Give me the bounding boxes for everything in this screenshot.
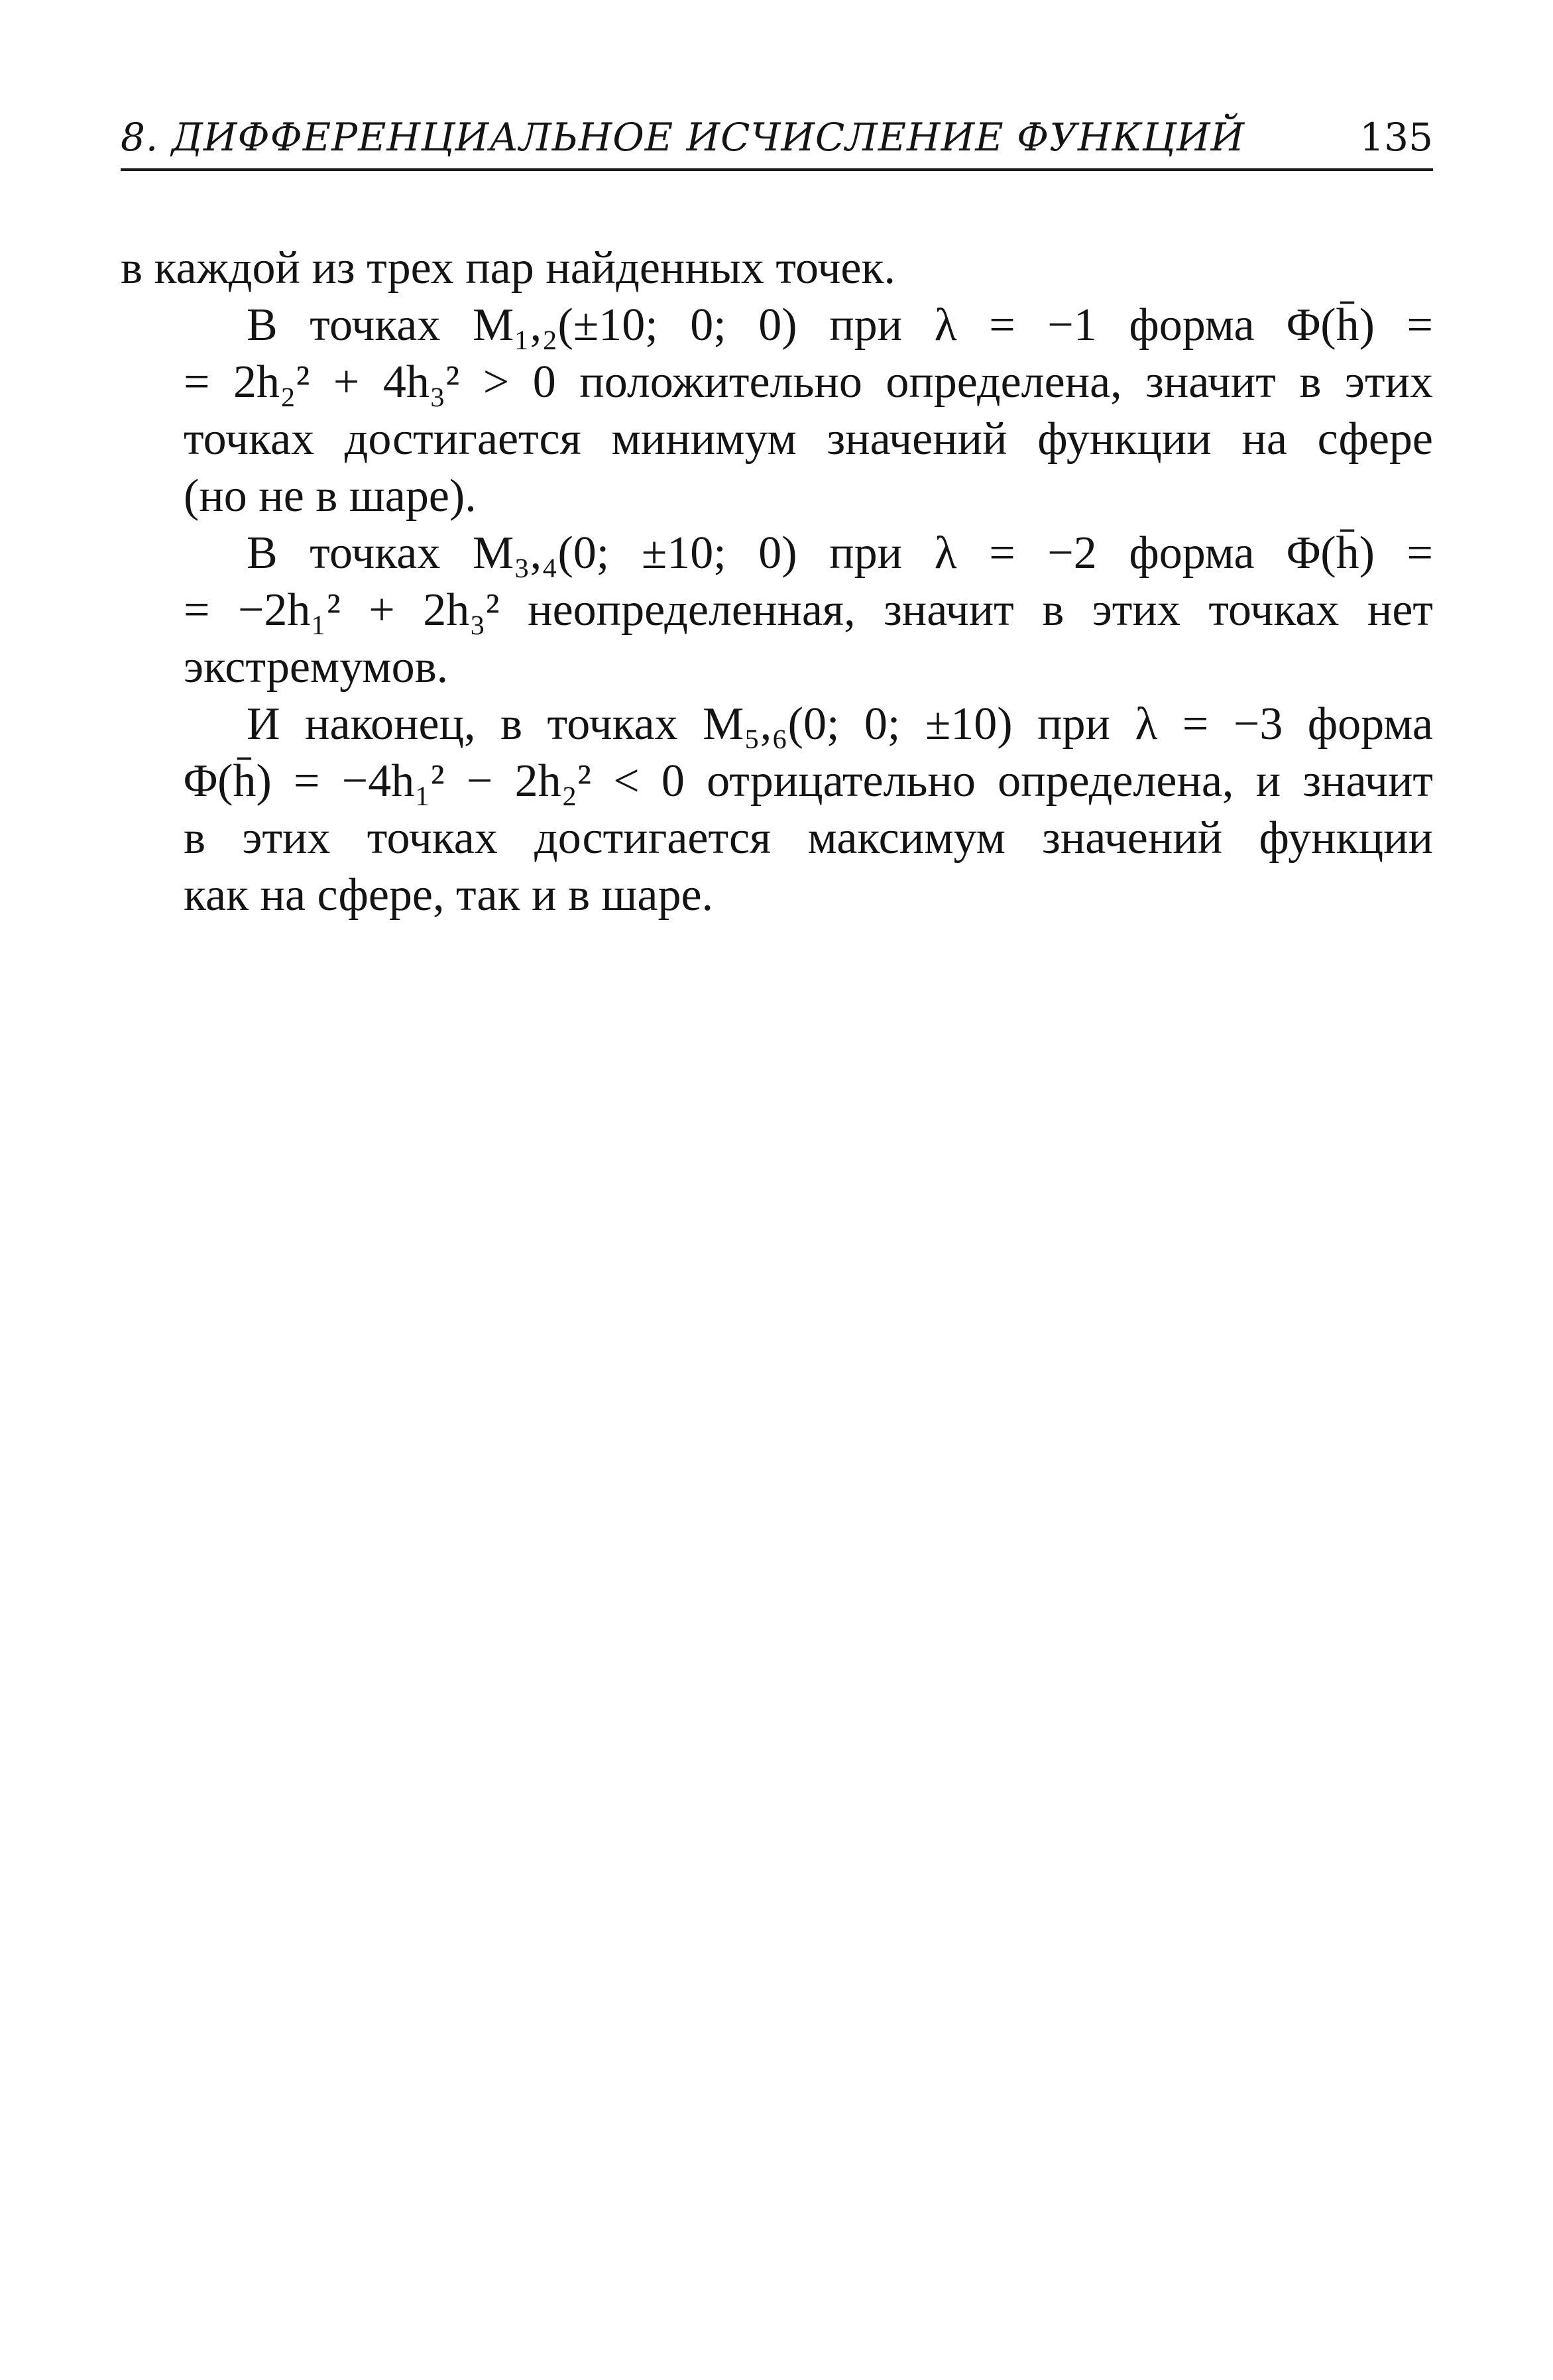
running-header <box>121 114 1433 167</box>
text-line: в каждой из трех пар найденных точек. <box>121 243 896 294</box>
chapter-title: 8. ДИФФЕРЕНЦИАЛЬНОЕ ИСЧИСЛЕНИЕ ФУНКЦИЙ <box>121 115 1245 160</box>
text-line: (но не в шаре). <box>184 471 477 522</box>
paragraph-2 <box>121 297 1433 525</box>
body-text <box>121 240 1433 924</box>
header-rule <box>121 168 1433 171</box>
text-line: экстремумов. <box>184 642 449 693</box>
paragraph-4 <box>121 696 1433 924</box>
text-line: В точках M₁,₂(±10; 0; 0) при λ = −1 форма Φ(h̄) = <box>247 300 1433 351</box>
text-line: Φ(h̄) = −4h₁² − 2h₂² < 0 отрицательно определена, и значит <box>184 756 1433 807</box>
text-line: в этих точках достигается максимум значений функции <box>184 813 1433 864</box>
text-line: точках достигается минимум значений функции на сфере <box>184 414 1433 465</box>
page-number: 135 <box>1359 115 1433 160</box>
text-line: как на сфере, так и в шаре. <box>184 870 714 921</box>
paragraph-1 <box>121 240 1433 297</box>
text-line: В точках M₃,₄(0; ±10; 0) при λ = −2 форма Φ(h̄) = <box>247 528 1433 579</box>
text-line: = 2h₂² + 4h₃² > 0 положительно определена, значит в этих <box>184 357 1433 408</box>
text-line: И наконец, в точках M₅,₆(0; 0; ±10) при λ = −3 форма <box>247 699 1433 750</box>
paragraph-3 <box>121 525 1433 696</box>
text-line: = −2h₁² + 2h₃² неопределенная, значит в этих точках нет <box>184 585 1433 636</box>
